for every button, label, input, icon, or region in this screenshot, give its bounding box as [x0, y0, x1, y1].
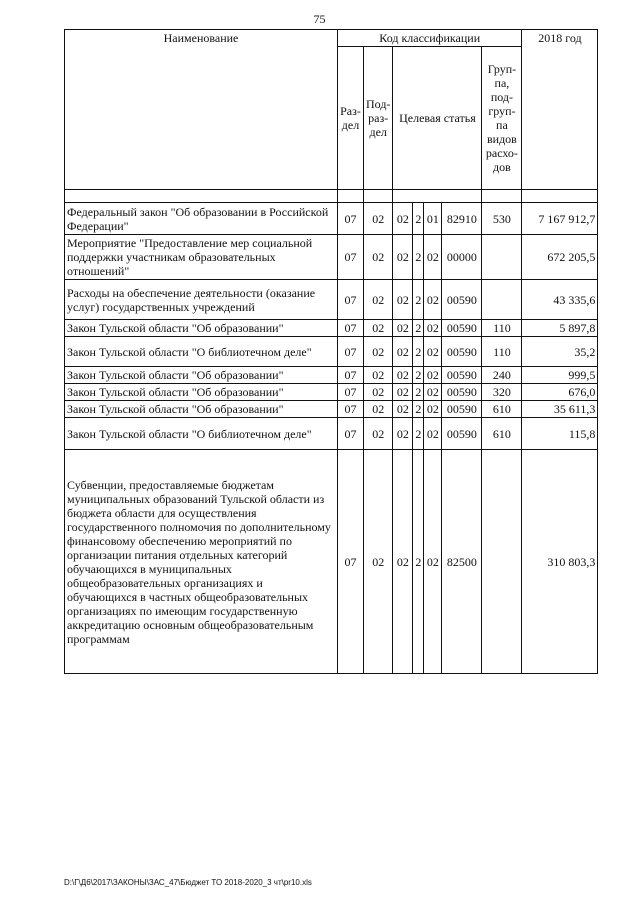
row-target-type: 2: [413, 384, 424, 401]
row-target-type: 2: [413, 337, 424, 367]
row-target-program: 02: [393, 384, 413, 401]
header-target: Целевая статья: [393, 47, 482, 190]
row-amount: 672 205,5: [522, 235, 598, 280]
row-target-direction: 00590: [442, 401, 482, 418]
table-row: [65, 367, 598, 384]
row-target-program: 02: [393, 235, 413, 280]
row-amount: 43 335,6: [522, 280, 598, 320]
row-name: Закон Тульской области "Об образовании": [65, 367, 338, 384]
row-amount: 5 897,8: [522, 320, 598, 337]
table-row: [65, 384, 598, 401]
row-name: Закон Тульской области "Об образовании": [65, 401, 338, 418]
row-podrazdel: 02: [364, 320, 393, 337]
row-target-type: 2: [413, 320, 424, 337]
row-razdel: 07: [338, 235, 364, 280]
row-amount: 35 611,3: [522, 401, 598, 418]
table-row: [65, 280, 598, 320]
row-target-direction: 00590: [442, 280, 482, 320]
row-target-program: 02: [393, 367, 413, 384]
row-target-subprogram: 02: [424, 337, 442, 367]
row-podrazdel: 02: [364, 235, 393, 280]
row-target-program: 02: [393, 450, 413, 674]
row-razdel: 07: [338, 401, 364, 418]
header-name: Наименование: [65, 30, 338, 190]
row-target-program: 02: [393, 337, 413, 367]
row-podrazdel: 02: [364, 337, 393, 367]
row-target-subprogram: 02: [424, 401, 442, 418]
row-target-direction: 00590: [442, 367, 482, 384]
table-row: [65, 235, 598, 280]
row-razdel: 07: [338, 320, 364, 337]
row-target-type: 2: [413, 280, 424, 320]
row-group: [482, 450, 522, 674]
row-target-direction: 00590: [442, 337, 482, 367]
row-group: 610: [482, 418, 522, 450]
row-razdel: 07: [338, 450, 364, 674]
row-group: 110: [482, 337, 522, 367]
row-podrazdel: 02: [364, 367, 393, 384]
row-name: Закон Тульской области "О библиотечном деле": [65, 337, 338, 367]
row-amount: 35,2: [522, 337, 598, 367]
row-group: [482, 235, 522, 280]
header-year: 2018 год: [522, 30, 598, 190]
header-code: Код классификации: [338, 30, 522, 47]
row-amount: 115,8: [522, 418, 598, 450]
row-name: Расходы на обеспечение деятельности (оказание услуг) государственных учреждений: [65, 280, 338, 320]
header-razdel: Раз-дел: [338, 47, 364, 190]
row-amount: 999,5: [522, 367, 598, 384]
row-razdel: 07: [338, 280, 364, 320]
row-group: 110: [482, 320, 522, 337]
row-target-subprogram: 02: [424, 320, 442, 337]
row-name: Федеральный закон "Об образовании в Российской Федерации": [65, 203, 338, 235]
row-razdel: 07: [338, 203, 364, 235]
row-group: 320: [482, 384, 522, 401]
row-target-type: 2: [413, 235, 424, 280]
row-target-direction: 00590: [442, 320, 482, 337]
header-podrazdel: Под-раз-дел: [364, 47, 393, 190]
row-group: 530: [482, 203, 522, 235]
row-target-subprogram: 02: [424, 367, 442, 384]
budget-table: [64, 29, 598, 674]
row-podrazdel: 02: [364, 280, 393, 320]
table-row: [65, 418, 598, 450]
row-target-type: 2: [413, 450, 424, 674]
file-path: D:\Г\Д6\2017\ЗАКОНЫ\ЗАС_47\Бюджет ТО 2018-2020_3 чт\pr10.xls: [64, 878, 312, 887]
page-number: 75: [313, 12, 326, 26]
row-amount: 310 803,3: [522, 450, 598, 674]
row-target-program: 02: [393, 320, 413, 337]
row-target-type: 2: [413, 203, 424, 235]
row-target-program: 02: [393, 401, 413, 418]
row-razdel: 07: [338, 367, 364, 384]
row-podrazdel: 02: [364, 384, 393, 401]
table-row: [65, 320, 598, 337]
row-razdel: 07: [338, 418, 364, 450]
row-target-program: 02: [393, 418, 413, 450]
table-row: [65, 450, 598, 674]
row-group: 610: [482, 401, 522, 418]
row-target-type: 2: [413, 418, 424, 450]
header-group: Груп-па, под-груп-па видов расхо-дов: [482, 47, 522, 190]
row-name: Закон Тульской области "Об образовании": [65, 320, 338, 337]
row-target-subprogram: 02: [424, 450, 442, 674]
row-name: Закон Тульской области "Об образовании": [65, 384, 338, 401]
row-razdel: 07: [338, 384, 364, 401]
row-group: 240: [482, 367, 522, 384]
row-amount: 7 167 912,7: [522, 203, 598, 235]
row-podrazdel: 02: [364, 418, 393, 450]
table-row: [65, 401, 598, 418]
table-row: [65, 203, 598, 235]
row-group: [482, 280, 522, 320]
row-target-subprogram: 02: [424, 235, 442, 280]
table-body: [65, 203, 598, 674]
row-razdel: 07: [338, 337, 364, 367]
row-target-type: 2: [413, 367, 424, 384]
row-target-subprogram: 02: [424, 418, 442, 450]
row-target-program: 02: [393, 203, 413, 235]
row-target-direction: 82500: [442, 450, 482, 674]
row-target-direction: 00590: [442, 418, 482, 450]
row-target-type: 2: [413, 401, 424, 418]
row-name: Закон Тульской области "О библиотечном деле": [65, 418, 338, 450]
row-target-direction: 00000: [442, 235, 482, 280]
row-target-direction: 82910: [442, 203, 482, 235]
table-row: [65, 337, 598, 367]
row-target-direction: 00590: [442, 384, 482, 401]
row-target-subprogram: 02: [424, 280, 442, 320]
row-target-subprogram: 02: [424, 384, 442, 401]
row-podrazdel: 02: [364, 450, 393, 674]
row-name: Субвенции, предоставляемые бюджетам муниципальных образований Тульской области из бюджета области для осуществления государственного полномочия по дополнительному финансовому обеспечению мероприятий по организации питания отдельных категорий обучающихся в муниципальных общеобразовательных организациях и обучающихся в частных общеобразовательных организациях по имеющим государственную аккредитацию основным общеобразовательным программам: [65, 450, 338, 674]
row-podrazdel: 02: [364, 401, 393, 418]
row-name: Мероприятие "Предоставление мер социальной поддержки участникам образовательных отношений": [65, 235, 338, 280]
row-amount: 676,0: [522, 384, 598, 401]
row-target-program: 02: [393, 280, 413, 320]
row-target-subprogram: 01: [424, 203, 442, 235]
row-podrazdel: 02: [364, 203, 393, 235]
